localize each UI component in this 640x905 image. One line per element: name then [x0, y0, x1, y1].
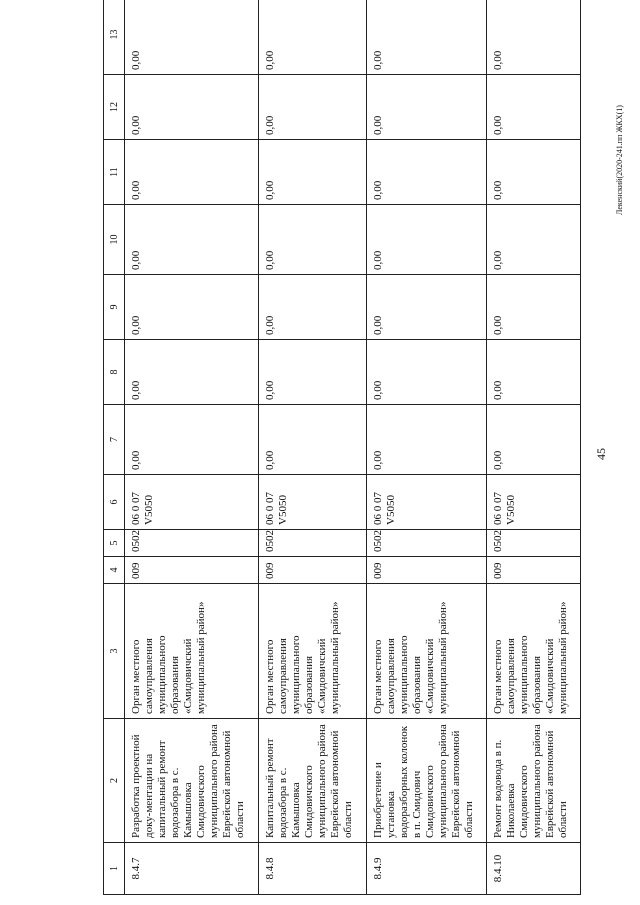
- table-row: [259, 0, 366, 895]
- col-header: 5: [104, 530, 125, 557]
- header-row: [104, 0, 125, 895]
- event-name: Ремонт водовода в п. Николаевка Смидовичского муниципального района Еврейской автономной области: [487, 719, 581, 843]
- page-number: 45: [594, 448, 608, 460]
- row-number: 8.4.9: [366, 843, 487, 895]
- code-target: 06 0 07 V5050: [259, 475, 366, 530]
- table-row: [125, 0, 259, 895]
- col-header: 1: [104, 843, 125, 895]
- amount-cell: 0,00: [487, 340, 581, 405]
- col-header: 6: [104, 475, 125, 530]
- row-number: 8.4.8: [259, 843, 366, 895]
- col-header: 2: [104, 719, 125, 843]
- amount-cell: 0,00: [487, 75, 581, 140]
- col-header: 12: [104, 75, 125, 140]
- event-name: Разработка проектной доку-ментации на капитальный ремонт водозабора в с. Камышовка Смидовичского муниципального района Еврейской автономной области: [125, 719, 259, 843]
- col-header: 4: [104, 557, 125, 584]
- code-section: 0502: [487, 530, 581, 557]
- code-section: 0502: [125, 530, 259, 557]
- responsible-org: Орган местного самоуправления муниципального образования «Смидовичский муниципальный район»: [366, 584, 487, 719]
- table-row: [366, 0, 487, 895]
- amount-cell: 0,00: [366, 340, 487, 405]
- amount-cell: 0,00: [487, 140, 581, 205]
- amount-cell: 0,00: [366, 140, 487, 205]
- code-section: 0502: [259, 530, 366, 557]
- budget-table: [103, 0, 581, 895]
- amount-cell: 0,00: [366, 205, 487, 275]
- amount-cell: 0,00: [259, 75, 366, 140]
- amount-cell: 0,00: [366, 405, 487, 475]
- amount-cell: 0,00: [259, 205, 366, 275]
- col-header: 10: [104, 205, 125, 275]
- code-grbs: 009: [366, 557, 487, 584]
- col-header: 7: [104, 405, 125, 475]
- col-header: 11: [104, 140, 125, 205]
- amount-cell: 0,00: [125, 205, 259, 275]
- col-header: 13: [104, 0, 125, 75]
- amount-cell: 0,00: [125, 0, 259, 75]
- amount-cell: 0,00: [366, 275, 487, 340]
- amount-cell: 0,00: [487, 0, 581, 75]
- amount-cell: 0,00: [259, 140, 366, 205]
- amount-cell: 0,00: [259, 405, 366, 475]
- code-grbs: 009: [259, 557, 366, 584]
- responsible-org: Орган местного самоуправления муниципального образования «Смидовичский муниципальный район»: [487, 584, 581, 719]
- code-grbs: 009: [487, 557, 581, 584]
- row-number: 8.4.10: [487, 843, 581, 895]
- amount-cell: 0,00: [366, 75, 487, 140]
- amount-cell: 0,00: [125, 275, 259, 340]
- amount-cell: 0,00: [259, 0, 366, 75]
- table-row: [487, 0, 581, 895]
- amount-cell: 0,00: [125, 75, 259, 140]
- code-target: 06 0 07 V5050: [125, 475, 259, 530]
- row-number: 8.4.7: [125, 843, 259, 895]
- code-section: 0502: [366, 530, 487, 557]
- event-name: Приобретение и установка водоразборных колонок в п. Смидович Смидовичского муниципального района Еврейской автономной области: [366, 719, 487, 843]
- amount-cell: 0,00: [487, 275, 581, 340]
- amount-cell: 0,00: [125, 405, 259, 475]
- col-header: 3: [104, 584, 125, 719]
- col-header: 8: [104, 340, 125, 405]
- amount-cell: 0,00: [487, 405, 581, 475]
- col-header: 9: [104, 275, 125, 340]
- responsible-org: Орган местного самоуправления муниципального образования «Смидовичский муниципальный район»: [259, 584, 366, 719]
- amount-cell: 0,00: [259, 275, 366, 340]
- amount-cell: 0,00: [487, 205, 581, 275]
- amount-cell: 0,00: [125, 340, 259, 405]
- amount-cell: 0,00: [125, 140, 259, 205]
- code-target: 06 0 07 V5050: [487, 475, 581, 530]
- amount-cell: 0,00: [259, 340, 366, 405]
- code-target: 06 0 07 V5050: [366, 475, 487, 530]
- code-grbs: 009: [125, 557, 259, 584]
- event-name: Капитальный ремонт водозабора в с. Камышовка Смидовичского муниципального района Еврейской автономной области: [259, 719, 366, 843]
- responsible-org: Орган местного самоуправления муниципального образования «Смидовичский муниципальный район»: [125, 584, 259, 719]
- amount-cell: 0,00: [366, 0, 487, 75]
- document-footer: Лекенский(2020-241.пп ЖКХ(1): [615, 105, 624, 215]
